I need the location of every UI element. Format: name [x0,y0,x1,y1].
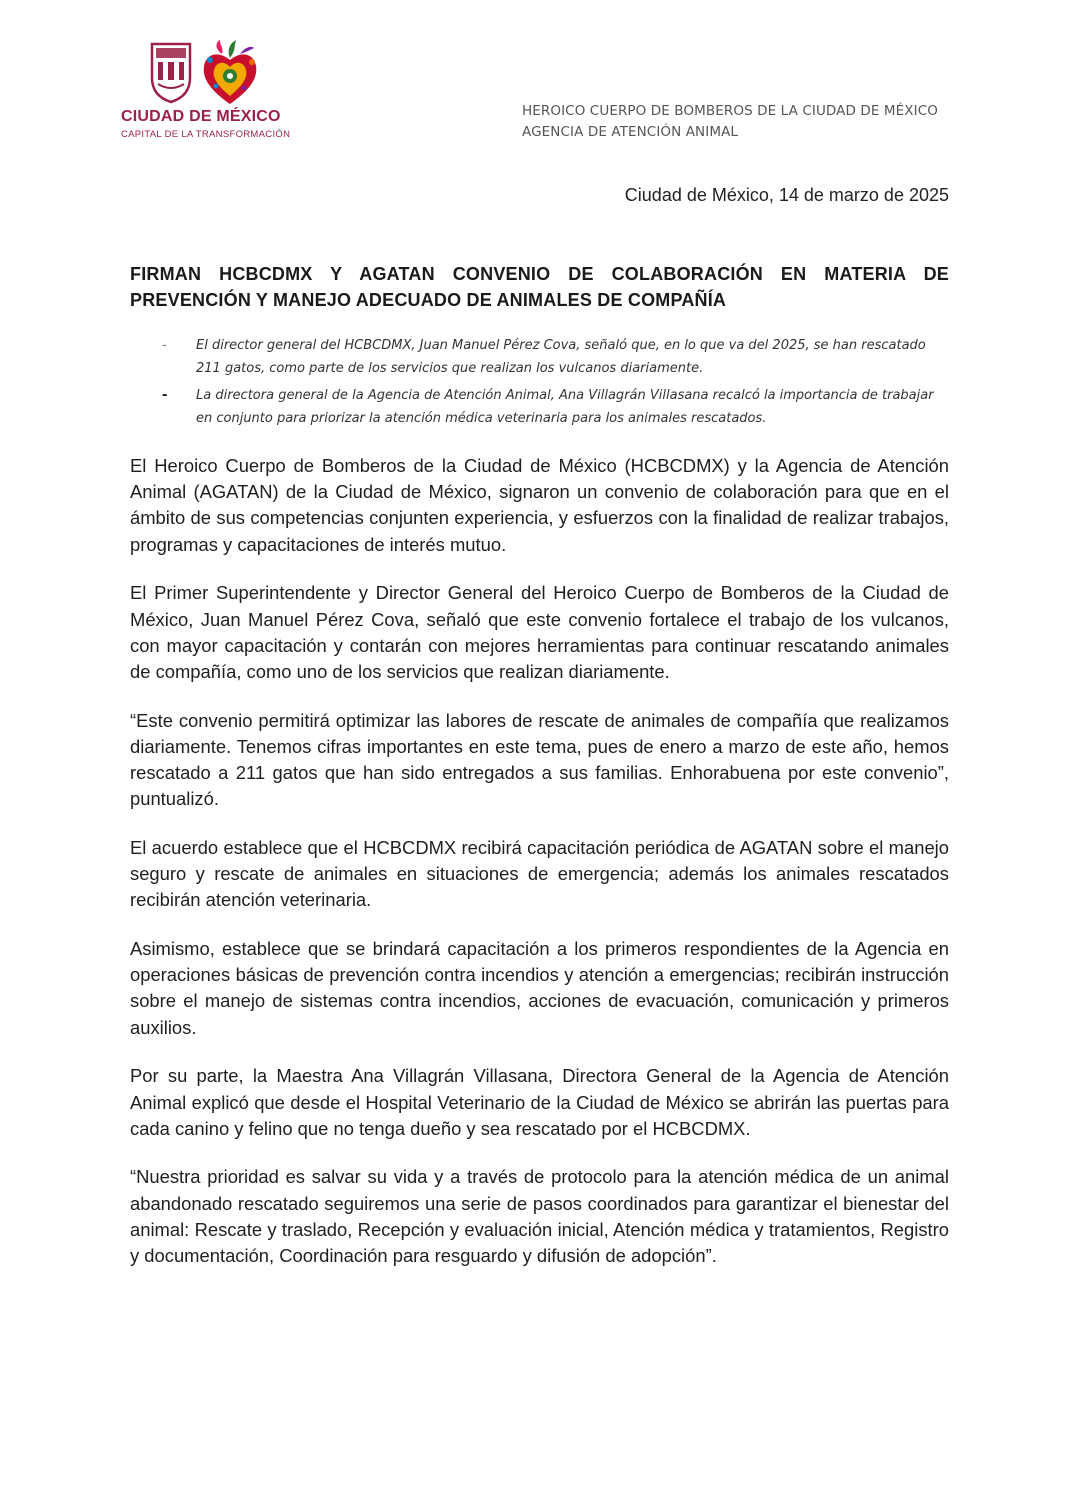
summary-bullets [130,334,949,434]
document-date: Ciudad de México, 14 de marzo de 2025 [624,185,949,205]
paragraph: “Este convenio permitirá optimizar las labores de rescate de animales de compañía que realizamos diariamente. Tenemos cifras importantes en este tema, pues de enero a marzo de este año, hemos rescatado a 211 gatos que han sido entregados a sus familias. Enhorabuena por este convenio”, puntualizó. [130,709,949,810]
headline: FIRMAN HCBCDMX Y AGATAN CONVENIO DE COLABORACIÓN EN MATERIA DE PREVENCIÓN Y MANEJO ADECUADO DE ANIMALES DE COMPAÑÍA [130,264,949,310]
summary-bullet [130,384,949,430]
paragraph: “Nuestra prioridad es salvar su vida y a través de protocolo para la atención médica de un animal abandonado rescatado seguiremos una serie de pasos coordinados para garantizar el bienestar del animal: Rescate y traslado, Recepción y evaluación inicial, Atención médica y tratamientos, Registro y documentación, Coordinación para resguardo y difusión de adopción”. [130,1166,949,1267]
logo-name: CIUDAD DE MÉXICO [121,108,281,125]
cdmx-logo [118,38,291,148]
paragraph: El acuerdo establece que el HCBCDMX recibirá capacitación periódica de AGATAN sobre el manejo seguro y rescate de animales en situaciones de emergencia; además los animales rescatados recibirán atención veterinaria. [130,836,949,911]
summary-bullet [130,334,949,380]
agency-line-atencion-animal: AGENCIA DE ATENCIÓN ANIMAL [522,124,739,140]
paragraph: Por su parte, la Maestra Ana Villagrán Villasana, Directora General de la Agencia de Atención Animal explicó que desde el Hospital Veterinario de la Ciudad de México se abrirán las puertas para cada canino y felino que no tenga dueño y sea rescatado por el HCBCDMX. [130,1065,949,1139]
bullet-marker: - [162,388,168,403]
agency-line-bomberos: HEROICO CUERPO DE BOMBEROS DE LA CIUDAD DE MÉXICO [522,103,938,119]
agency-block [522,101,938,143]
bullet-text: La directora general de la Agencia de Atención Animal, Ana Villagrán Villasana recalcó la importancia de trabajar en conjunto para priorizar la atención médica veterinaria para los animales rescatados. [196,388,934,426]
paragraph: El Primer Superintendente y Director General del Heroico Cuerpo de Bomberos de la Ciudad de México, Juan Manuel Pérez Cova, señaló que este convenio fortalece el trabajo de los vulcanos, con mayor capacitación y contarán con mejores herramientas para continuar rescatando animales de compañía, como uno de los servicios que realizan diariamente. [130,582,949,682]
document-header [0,0,1080,160]
bullet-marker: - [162,338,167,353]
bullet-text: El director general del HCBCDMX, Juan Manuel Pérez Cova, señaló que, en lo que va del 2025, se han rescatado 211 gatos, como parte de los servicios que realizan los vulcanos diariamente. [196,338,926,376]
paragraph: El Heroico Cuerpo de Bomberos de la Ciudad de México (HCBCDMX) y la Agencia de Atención Animal (AGATAN) de la Ciudad de México, signaron un convenio de colaboración para que en el ámbito de sus competencias conjunten experiencia, y esfuerzos con la finalidad de realizar trabajos, programas y capacitaciones de interés mutuo. [130,455,949,555]
article-body [130,453,949,1292]
logo-tagline: CAPITAL DE LA TRANSFORMACIÓN [121,129,291,140]
paragraph: Asimismo, establece que se brindará capacitación a los primeros respondientes de la Agencia en operaciones básicas de prevención contra incendios y atención a emergencias; recibirán instrucción sobre el manejo de sistemas contra incendios, acciones de evacuación, comunicación y primeros auxilios. [130,938,949,1038]
cdmx-emblem-icon [148,38,268,108]
